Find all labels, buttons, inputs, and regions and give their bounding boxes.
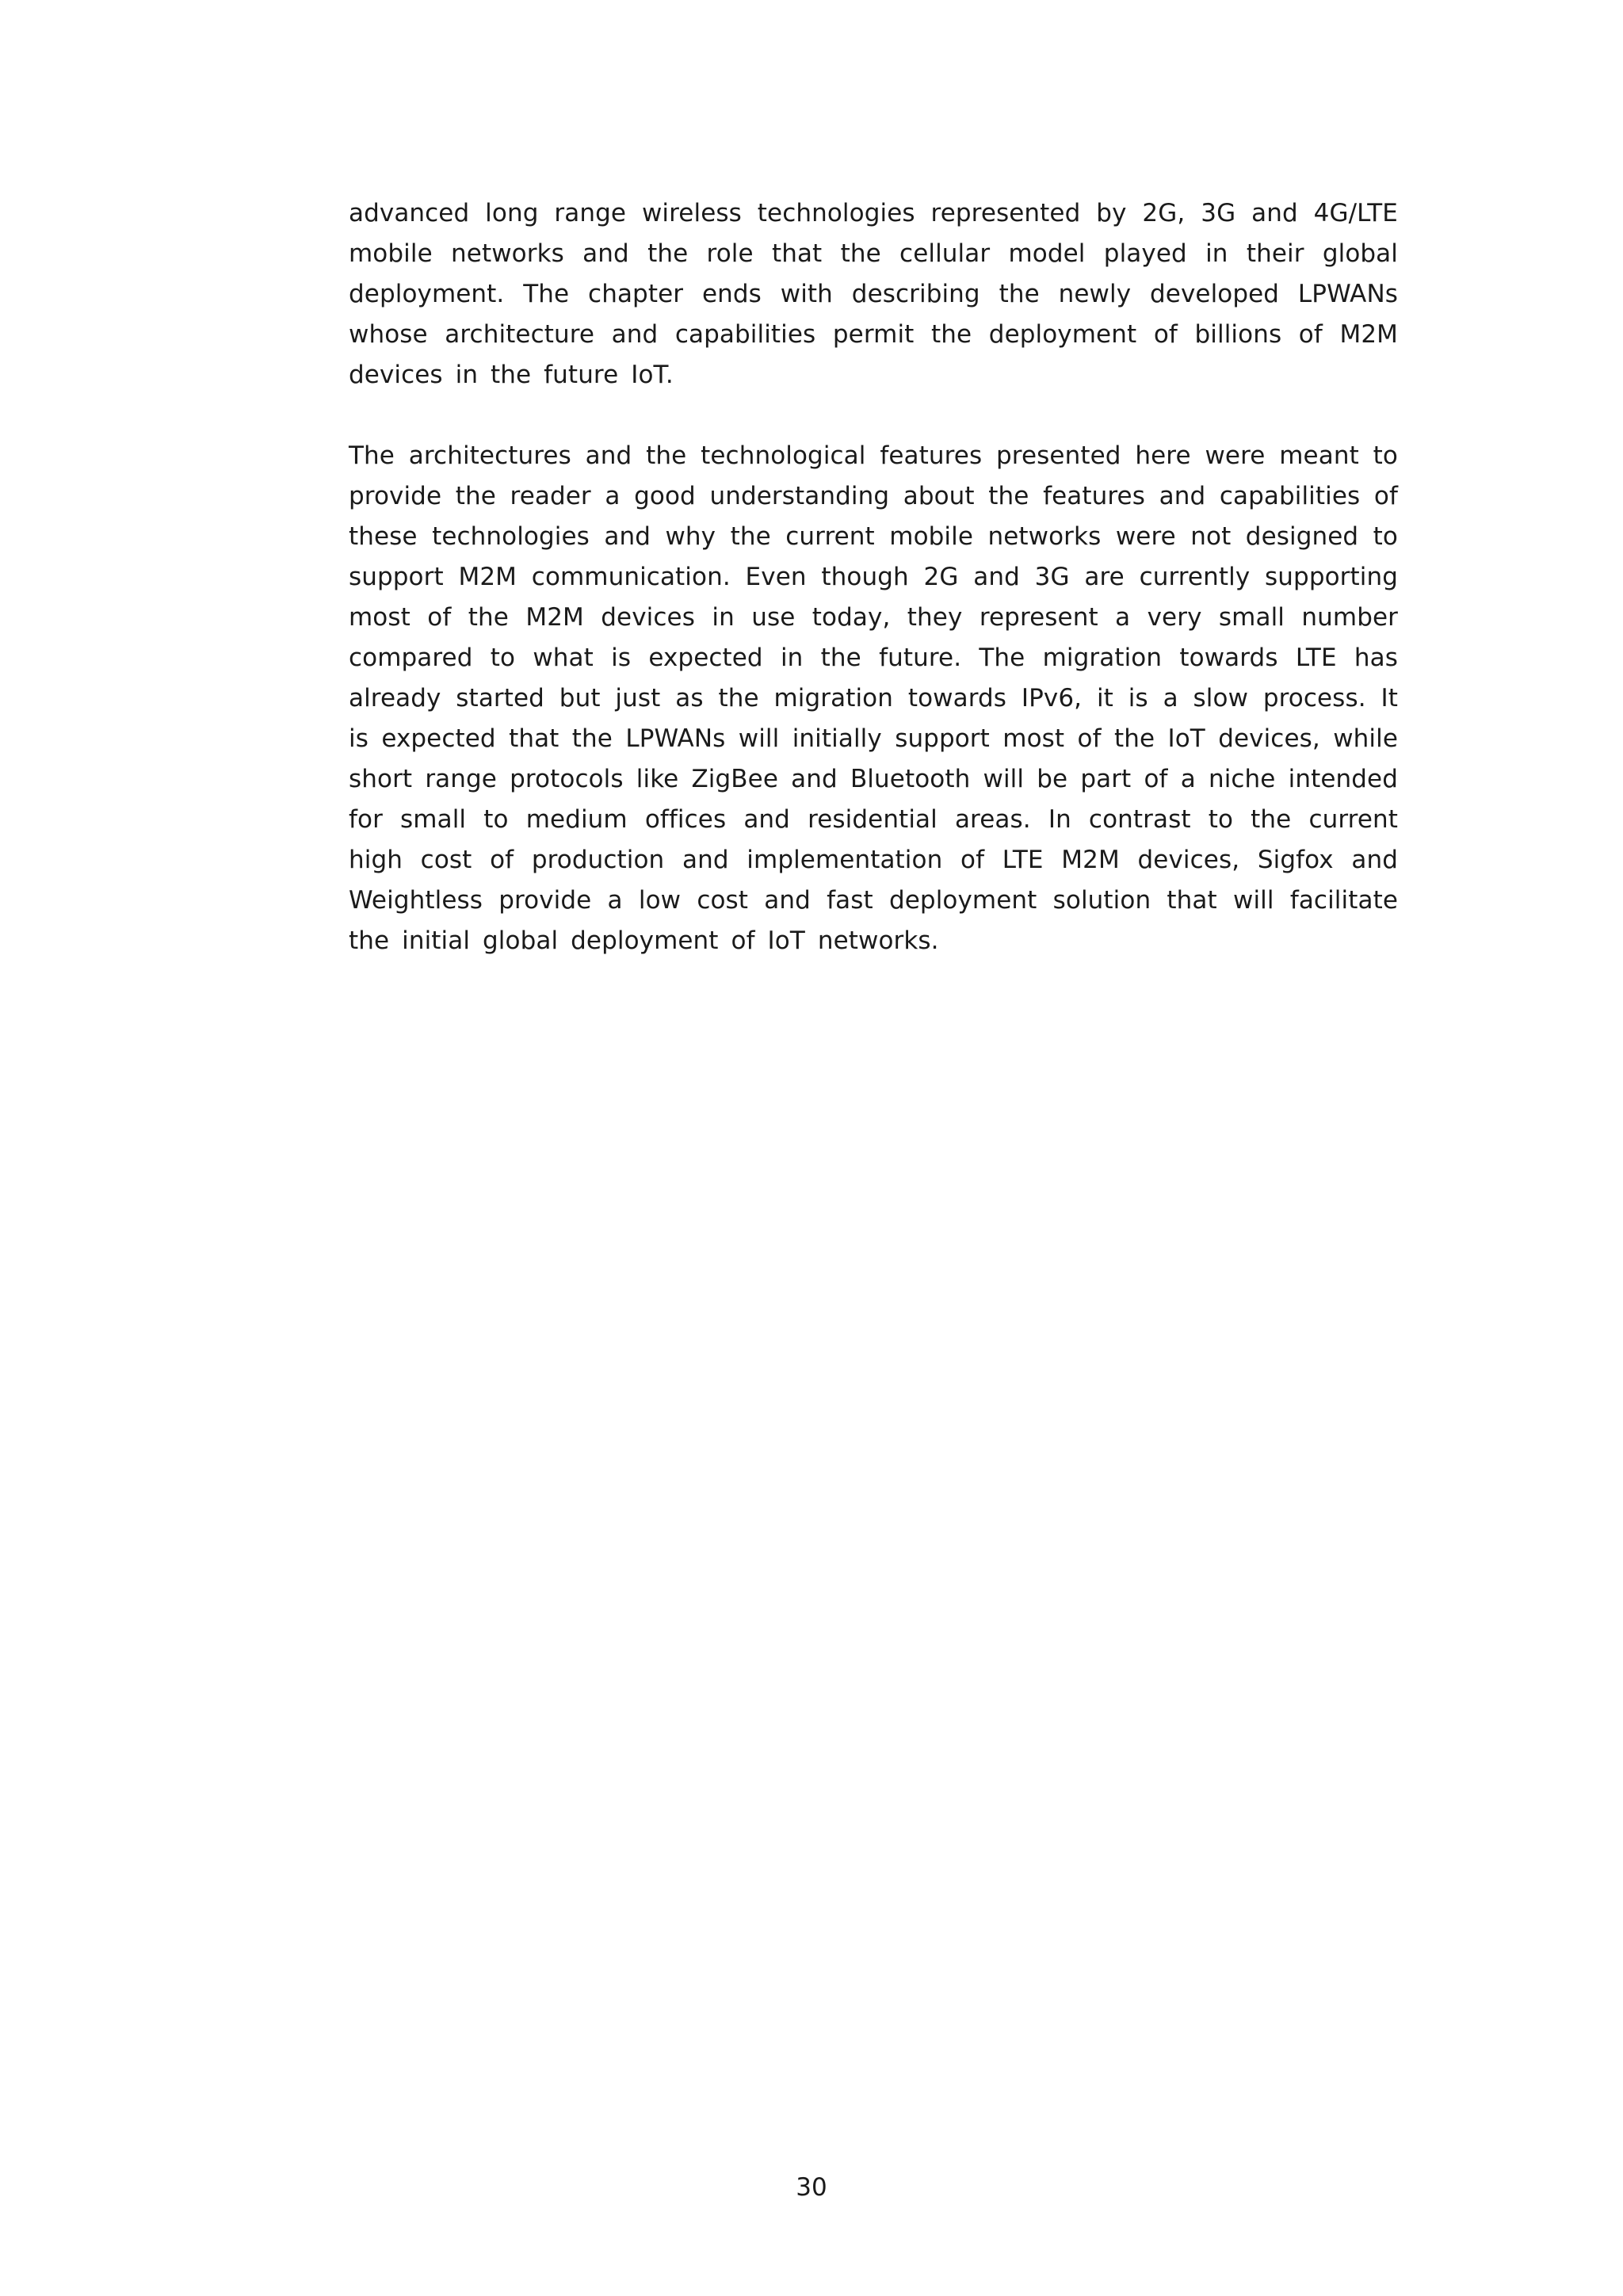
page-number: 30 [796, 2173, 827, 2202]
paragraph-2: The architectures and the technological features presented here were meant to provide the reader a good understanding about the features and capabilities of these technologies and why the current mobile networks were not designed to support M2M communication. Even though 2G and 3G are currently supporting most of the M2M devices in use today, they represent a very small number compared to what is expected in the future. The migration towards LTE has already started but just as the migration towards IPv6, it is a slow process. It is expected that the LPWANs will initially support most of the IoT devices, while short range protocols like ZigBee and Bluetooth will be part of a niche intended for small to medium offices and residential areas. In contrast to the current high cost of production and implementation of LTE M2M devices, Sigfox and Weightless provide a low cost and fast deployment solution that will facilitate the initial global deployment of IoT networks. [349, 441, 1398, 955]
paragraph-1: advanced long range wireless technologies represented by 2G, 3G and 4G/LTE mobile networks and the role that the cellular model played in their global deployment. The chapter ends with describing the newly developed LPWANs whose architecture and capabilities permit the deployment of billions of M2M devices in the future IoT. [349, 199, 1398, 389]
body-text [349, 193, 1398, 961]
